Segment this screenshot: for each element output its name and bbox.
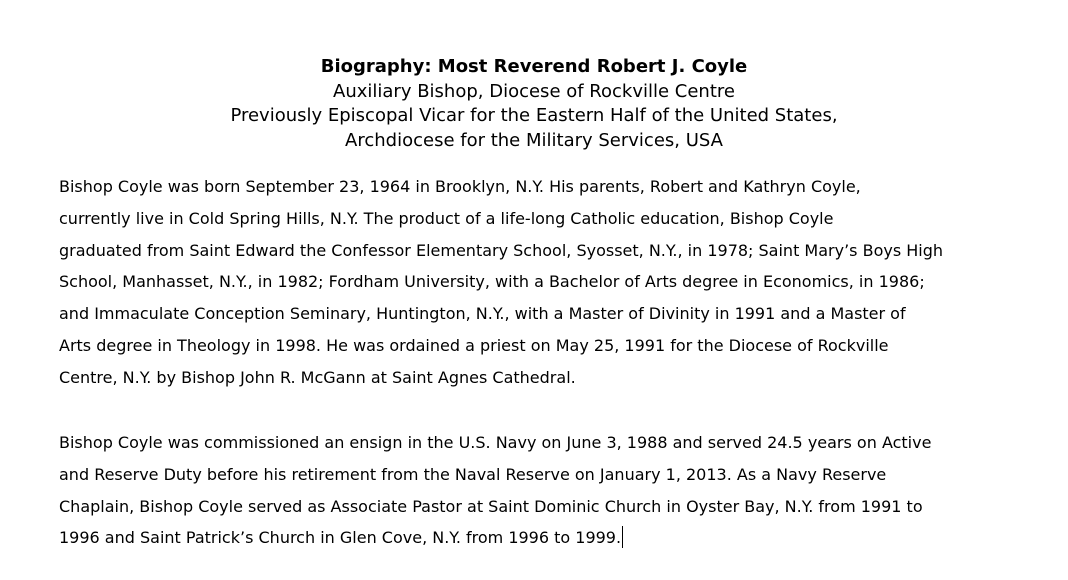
paragraph-line-text: 1996 and Saint Patrick’s Church in Glen Cove, N.Y. from 1996 to 1999.	[59, 528, 622, 548]
paragraph-line: currently live in Cold Spring Hills, N.Y. The product of a life-long Catholic education, Bishop Coyle	[59, 208, 834, 228]
previous-position: Previously Episcopal Vicar for the Eastern Half of the United States,	[230, 105, 838, 126]
biography-paragraph-navy-service	[59, 427, 1049, 554]
paragraph-line: Centre, N.Y. by Bishop John R. McGann at Saint Agnes Cathedral.	[59, 367, 576, 387]
current-position: Auxiliary Bishop, Diocese of Rockville Centre	[333, 80, 735, 102]
biography-paragraph-early-life	[59, 171, 1049, 394]
paragraph-line: Bishop Coyle was commissioned an ensign in the U.S. Navy on June 3, 1988 and served 24.5 years on Active	[59, 433, 932, 452]
paragraph-line: School, Manhasset, N.Y., in 1982; Fordham University, with a Bachelor of Arts degree in Economics, in 1986;	[59, 272, 925, 292]
biography-title: Biography: Most Reverend Robert J. Coyle	[320, 56, 748, 77]
archdiocese-name: Archdiocese for the Military Services, USA	[345, 129, 723, 151]
paragraph-line: and Reserve Duty before his retirement from the Naval Reserve on January 1, 2013. As a Navy Reserve	[59, 464, 887, 484]
paragraph-line: Chaplain, Bishop Coyle served as Associate Pastor at Saint Dominic Church in Oyster Bay, N.Y. from 1991 to	[59, 496, 923, 516]
paragraph-line: and Immaculate Conception Seminary, Huntington, N.Y., with a Master of Divinity in 1991 and a Master of	[59, 304, 906, 324]
paragraph-line: graduated from Saint Edward the Confessor Elementary School, Syosset, N.Y., in 1978; Saint Mary’s Boys High	[59, 240, 944, 260]
text-cursor	[622, 526, 623, 548]
paragraph-line: Bishop Coyle was born September 23, 1964 in Brooklyn, N.Y. His parents, Robert and Kathryn Coyle,	[59, 177, 861, 196]
paragraph-line: Arts degree in Theology in 1998. He was ordained a priest on May 25, 1991 for the Diocese of Rockville	[59, 335, 889, 355]
paragraph-last-line	[59, 522, 1049, 554]
biography-heading	[0, 55, 1068, 153]
